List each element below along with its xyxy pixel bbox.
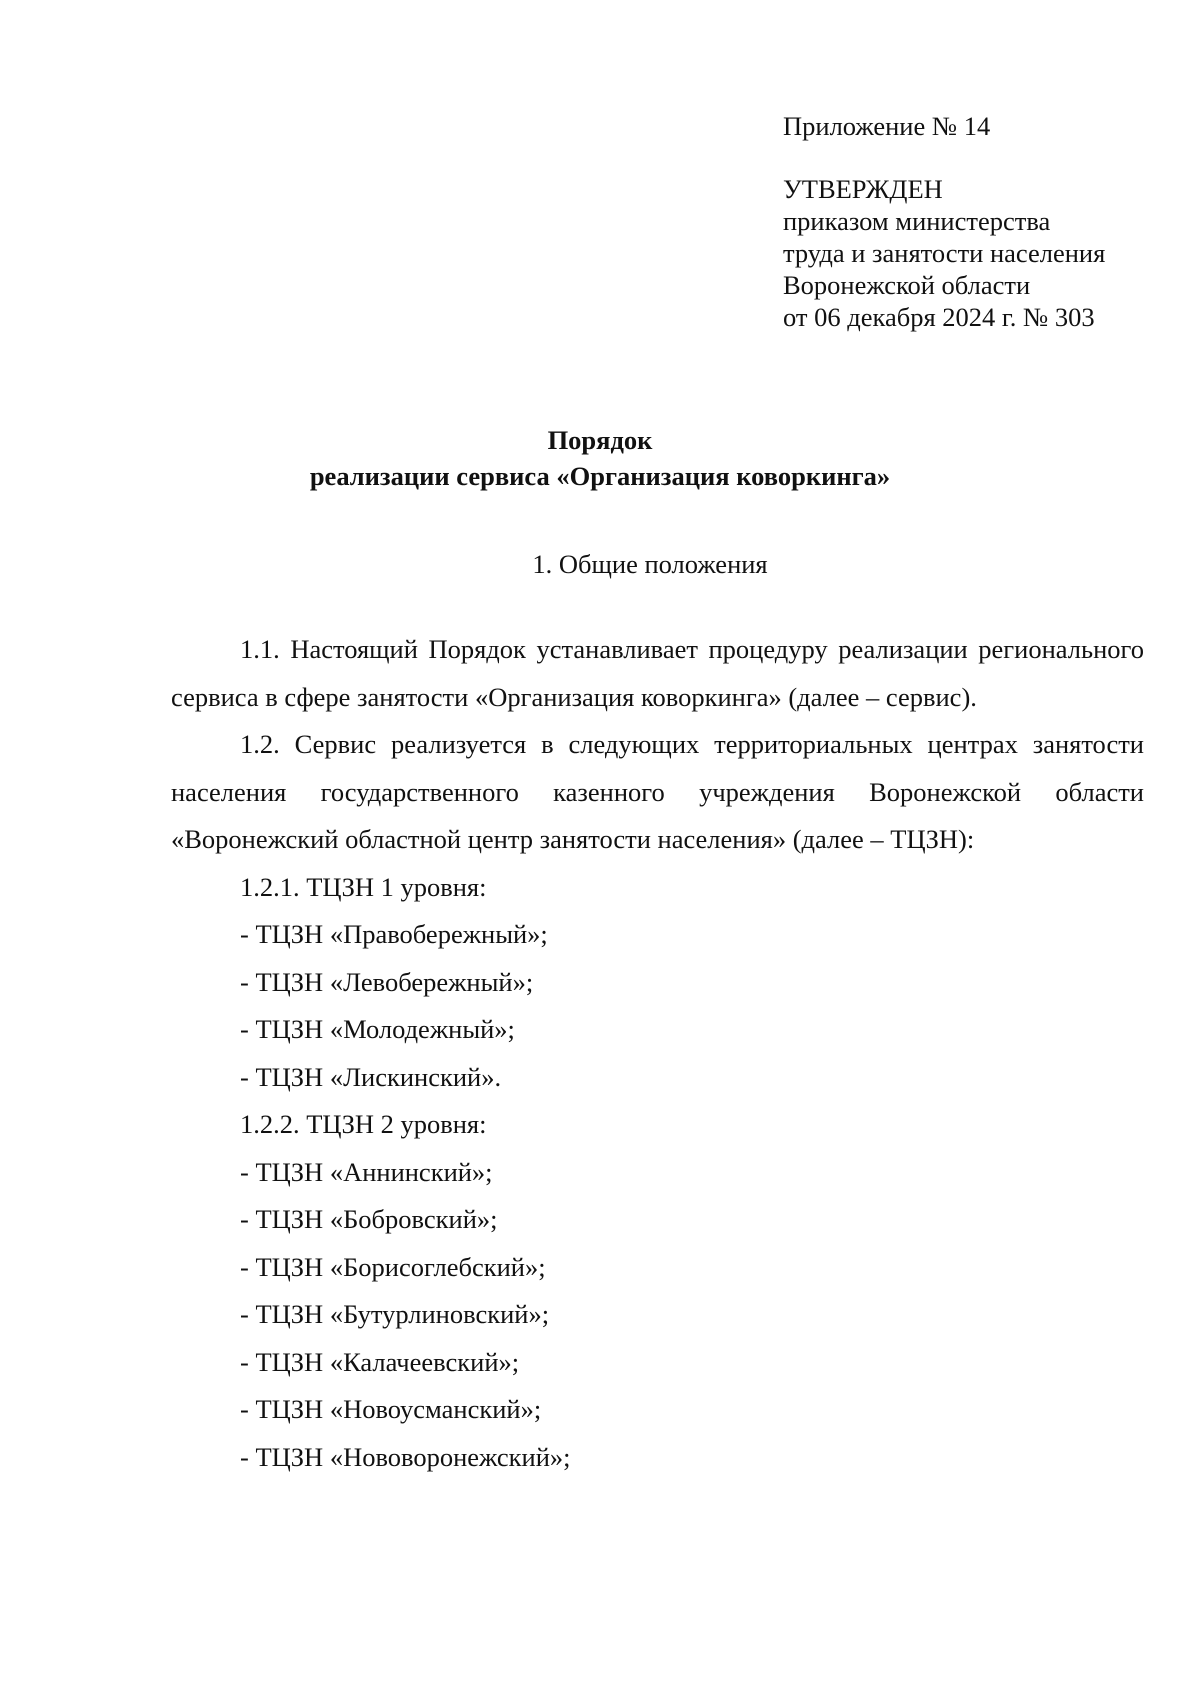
section-1-heading: 1. Общие положения [532, 549, 768, 579]
approved-label: УТВЕРЖДЕН [783, 174, 943, 204]
list-item: - ТЦЗН «Лискинский». [240, 1061, 502, 1092]
list-item: - ТЦЗН «Нововоронежский»; [240, 1441, 571, 1472]
title-line-2: реализации сервиса «Организация коворкинга» [309, 461, 891, 491]
title-line-1: Порядок [547, 425, 653, 455]
list-item: - ТЦЗН «Молодежный»; [240, 1014, 515, 1044]
list-item: - ТЦЗН «Аннинский»; [240, 1156, 493, 1187]
appendix-number: Приложение № 14 [783, 111, 991, 141]
list-item: - ТЦЗН «Борисоглебский»; [240, 1251, 546, 1282]
list-item: - ТЦЗН «Левобережный»; [240, 966, 534, 997]
list-item: - ТЦЗН «Новоусманский»; [240, 1394, 542, 1424]
paragraph-1-1: 1.1. Настоящий Порядок устанавливает процедуру реализации регионального сервиса в сфере занятости «Организация коворкинга» (далее – сервис). [171, 634, 1144, 712]
approval-line-2: труда и занятости населения [783, 238, 1106, 268]
document-title [0, 422, 1200, 494]
approval-line-1: приказом министерства [783, 206, 1051, 236]
approval-line-3: Воронежской области [783, 270, 1031, 300]
list-item: - ТЦЗН «Правобережный»; [240, 919, 548, 949]
section-heading [0, 546, 1200, 582]
document-body [171, 626, 1144, 1481]
list-item: - ТЦЗН «Бутурлиновский»; [240, 1299, 550, 1329]
list-item: - ТЦЗН «Калачеевский»; [240, 1346, 520, 1377]
approval-block [783, 110, 1183, 333]
paragraph-1-2: 1.2. Сервис реализуется в следующих территориальных центрах занятости населения государственного казенного учреждения Воронежской области «Воронежский областной центр занятости населения» (далее – ТЦЗН): [171, 729, 1144, 854]
level-1-heading: 1.2.1. ТЦЗН 1 уровня: [240, 871, 487, 902]
list-item: - ТЦЗН «Бобровский»; [240, 1204, 498, 1234]
level-2-heading: 1.2.2. ТЦЗН 2 уровня: [240, 1109, 487, 1139]
approval-line-4: от 06 декабря 2024 г. № 303 [783, 302, 1095, 332]
